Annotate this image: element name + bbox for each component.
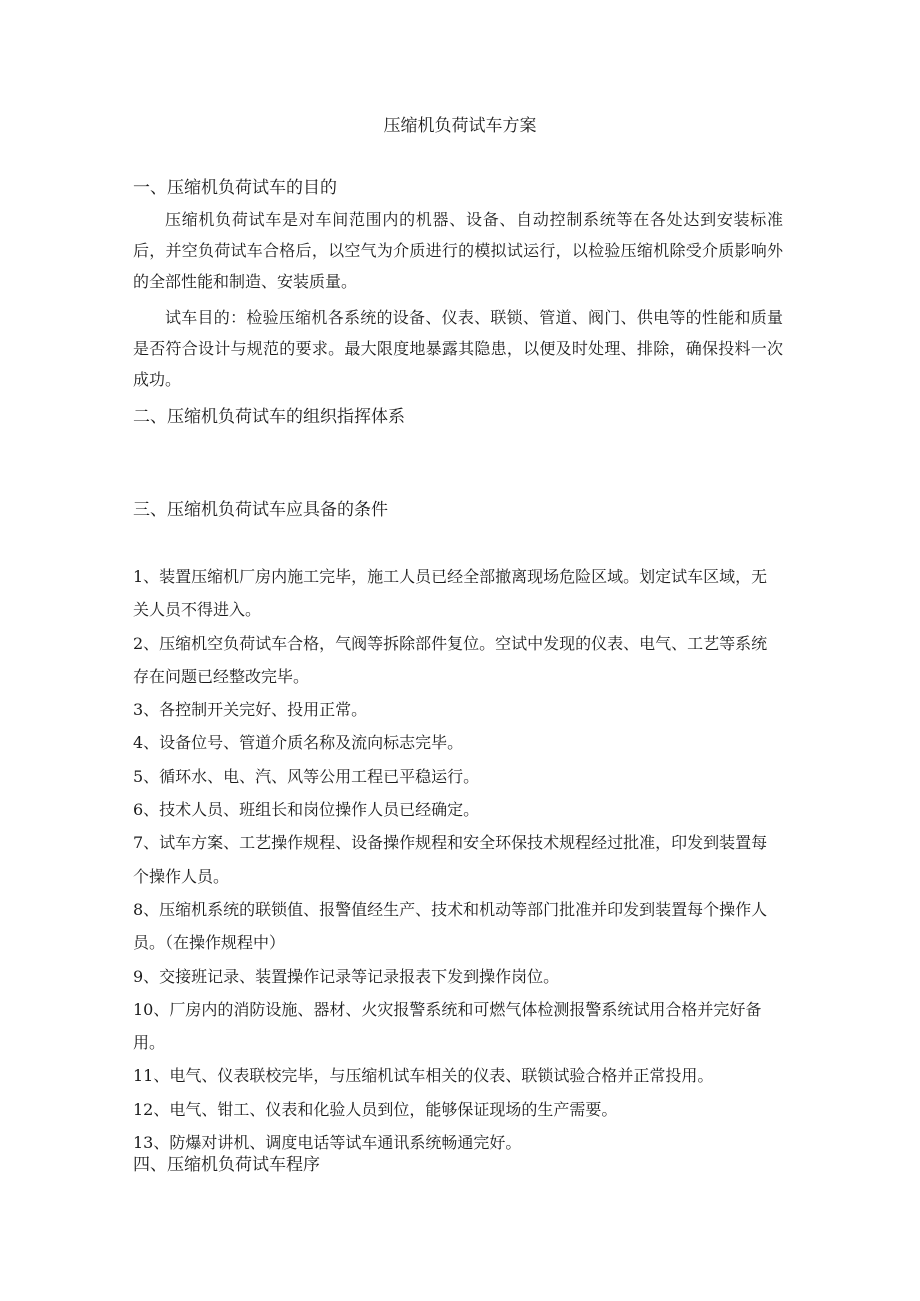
condition-item-10: 10、厂房内的消防设施、器材、火灾报警系统和可燃气体检测报警系统试用合格并完好备用。: [133, 999, 762, 1053]
condition-item-3: 3、各控制开关完好、投用正常。: [133, 700, 368, 720]
section-1-paragraph-1: 压缩机负荷试车是对车间范围内的机器、设备、自动控制系统等在各处达到安装标准后，并空负荷试车合格后，以空气为介质进行的模拟试运行，以检验压缩机除受介质影响外的全部性能和制造、安装质量。: [133, 210, 783, 291]
condition-item-13: 13、防爆对讲机、调度电话等试车通讯系统畅通完好。: [133, 1133, 522, 1153]
condition-item-5: 5、循环水、电、汽、风等公用工程已平稳运行。: [133, 766, 480, 786]
condition-item-4: 4、设备位号、管道介质名称及流向标志完毕。: [133, 733, 464, 753]
document-title: 压缩机负荷试车方案: [383, 116, 537, 136]
condition-item-1: 1、装置压缩机厂房内施工完毕，施工人员已经全部撤离现场危险区域。划定试车区域，无关人员不得进入。: [133, 567, 768, 620]
condition-item-7: 7、试车方案、工艺操作规程、设备操作规程和安全环保技术规程经过批准，印发到装置每个操作人员。: [133, 833, 768, 886]
condition-item-11: 11、电气、仪表联校完毕，与压缩机试车相关的仪表、联锁试验合格并正常投用。: [133, 1066, 714, 1086]
conditions-list: [133, 560, 783, 1159]
section-3-heading: 三、压缩机负荷试车应具备的条件: [133, 500, 388, 520]
section-2-heading: 二、压缩机负荷试车的组织指挥体系: [133, 407, 405, 427]
section-1-paragraph-2: 试车目的：检验压缩机各系统的设备、仪表、联锁、管道、阀门、供电等的性能和质量是否符合设计与规范的要求。最大限度地暴露其隐患，以便及时处理、排除，确保投料一次成功。: [133, 308, 783, 389]
condition-item-8: 8、压缩机系统的联锁值、报警值经生产、技术和机动等部门批准并印发到装置每个操作人员。（在操作规程中）: [133, 899, 768, 953]
condition-item-6: 6、技术人员、班组长和岗位操作人员已经确定。: [133, 800, 480, 820]
condition-item-9: 9、交接班记录、装置操作记录等记录报表下发到操作岗位。: [133, 966, 560, 986]
condition-item-2: 2、压缩机空负荷试车合格，气阀等拆除部件复位。空试中发现的仪表、电气、工艺等系统存在问题已经整改完毕。: [133, 633, 768, 686]
section-1-heading: 一、压缩机负荷试车的目的: [133, 178, 337, 198]
condition-item-12: 12、电气、钳工、仪表和化验人员到位，能够保证现场的生产需要。: [133, 1099, 618, 1119]
section-4-heading: 四、压缩机负荷试车程序: [133, 1155, 320, 1175]
